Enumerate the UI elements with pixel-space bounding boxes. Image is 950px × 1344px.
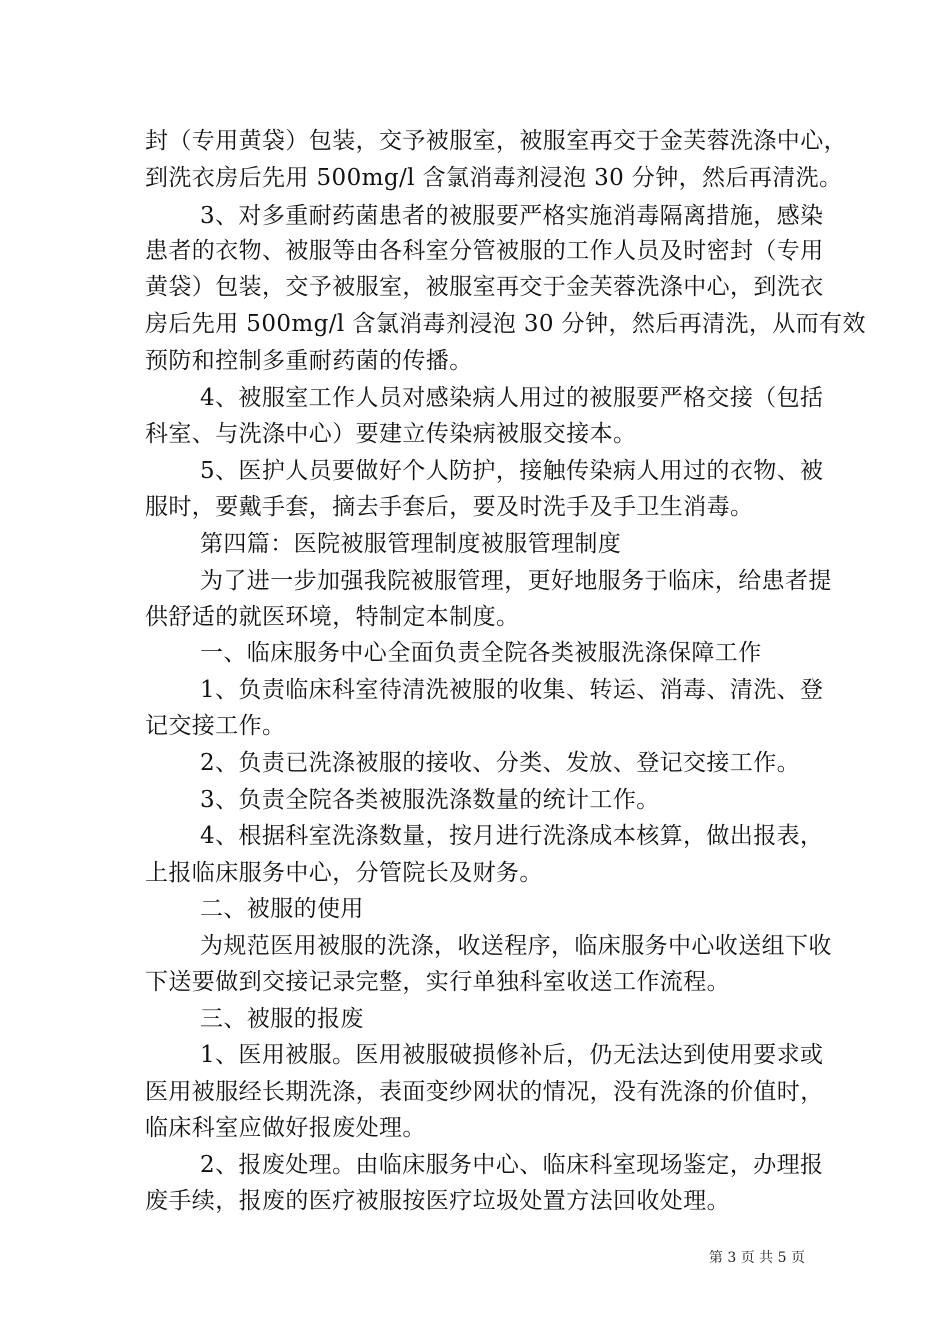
body-text-line: 供舒适的就医环境，特制定本制度。 (145, 604, 520, 630)
body-text-line: 预防和控制多重耐药菌的传播。 (145, 348, 473, 374)
body-text-line: 三、被服的报废 (200, 1006, 364, 1032)
body-text-line: 到洗衣房后先用 500mg/l 含氯消毒剂浸泡 30 分钟，然后再清洗。 (145, 165, 843, 191)
body-text-line: 临床科室应做好报废处理。 (145, 1115, 426, 1141)
body-text-line: 废手续，报废的医疗被服按医疗垃圾处置方法回收处理。 (145, 1188, 730, 1214)
body-text-line: 4、根据科室洗涤数量，按月进行洗涤成本核算，做出报表， (200, 823, 824, 849)
body-text-line: 一、临床服务中心全面负责全院各类被服洗涤保障工作 (200, 640, 762, 666)
section-heading: 第四篇：医院被服管理制度被服管理制度 (200, 531, 622, 557)
body-text-line: 上报临床服务中心，分管院长及财务。 (145, 860, 543, 886)
body-text-line: 黄袋）包装，交予被服室，被服室再交于金芙蓉洗涤中心，到洗衣 (145, 274, 824, 300)
body-text-line: 1、负责临床科室待清洗被服的收集、转运、消毒、清洗、登 (200, 677, 824, 703)
body-text-line: 4、被服室工作人员对感染病人用过的被服要严格交接（包括 (200, 385, 824, 411)
body-text-line: 2、报废处理。由临床服务中心、临床科室现场鉴定，办理报 (200, 1152, 824, 1178)
body-text-line: 二、被服的使用 (200, 896, 364, 922)
body-text-line: 封（专用黄袋）包装，交予被服室，被服室再交于金芙蓉洗涤中心， (145, 128, 847, 154)
body-text-line: 2、负责已洗涤被服的接收、分类、发放、登记交接工作。 (200, 750, 801, 776)
body-text-line: 3、负责全院各类被服洗涤数量的统计工作。 (200, 787, 660, 813)
body-text-line: 科室、与洗涤中心）要建立传染病被服交接本。 (145, 421, 637, 447)
body-text-line: 5、医护人员要做好个人防护，接触传染病人用过的衣物、被 (200, 458, 824, 484)
body-text-line: 下送要做到交接记录完整，实行单独科室收送工作流程。 (145, 969, 730, 995)
page-number-footer: 第 3 页 共 5 页 (708, 1250, 805, 1266)
body-text-line: 房后先用 500mg/l 含氯消毒剂浸泡 30 分钟，然后再清洗，从而有效 (145, 311, 866, 337)
body-text-line: 为了进一步加强我院被服管理，更好地服务于临床，给患者提 (200, 568, 832, 594)
body-text-line: 医用被服经长期洗涤，表面变纱网状的情况，没有洗涤的价值时， (145, 1079, 824, 1105)
body-text-line: 服时，要戴手套，摘去手套后，要及时洗手及手卫生消毒。 (145, 494, 754, 520)
body-text-line: 记交接工作。 (145, 713, 286, 739)
body-text-line: 患者的衣物、被服等由各科室分管被服的工作人员及时密封（专用 (145, 238, 824, 264)
body-text-line: 为规范医用被服的洗涤，收送程序，临床服务中心收送组下收 (200, 933, 832, 959)
body-text-line: 3、对多重耐药菌患者的被服要严格实施消毒隔离措施，感染 (200, 203, 824, 229)
body-text-line: 1、医用被服。医用被服破损修补后，仍无法达到使用要求或 (200, 1042, 824, 1068)
